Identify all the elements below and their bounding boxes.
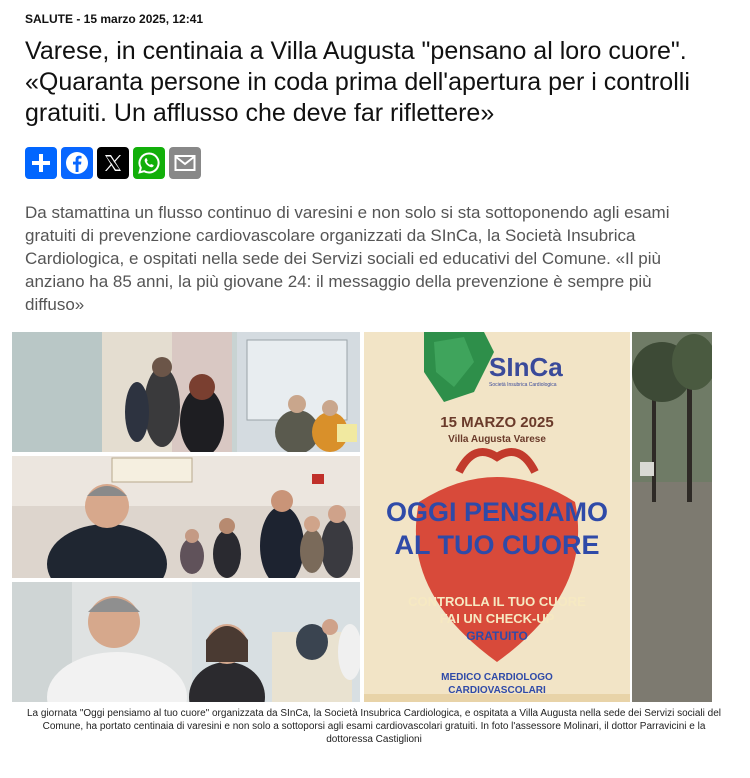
event-poster: [364, 332, 630, 702]
photo-waiting-corridor: [12, 332, 360, 452]
poster-slogan-line-2: AL TUO CUORE: [394, 530, 600, 560]
poster-footer-line-1: MEDICO CARDIOLOGO: [441, 672, 553, 683]
poster-brand: SInCa: [489, 352, 563, 382]
email-icon: [173, 151, 197, 175]
facebook-icon: [65, 151, 89, 175]
poster-slogan-line-1: OGGI PENSIAMO: [385, 497, 609, 527]
whatsapp-icon: [137, 151, 161, 175]
photo-waiting-room: [12, 456, 360, 578]
poster-footer-line-2: CARDIOVASCOLARI: [448, 685, 546, 696]
article-headline: Varese, in centinaia a Villa Augusta "pensano al loro cuore". «Quaranta persone in coda prima dell'apertura per i controlli gratuiti. Un afflusso che deve far riflettere»: [25, 37, 690, 127]
poster-cta-line-3: GRATUITO: [466, 629, 528, 643]
article-photo: [12, 332, 712, 702]
poster-date: 15 MARZO 2025: [440, 414, 554, 431]
photo-garden: [632, 332, 712, 702]
share-facebook-button[interactable]: [61, 147, 93, 179]
poster-cta-line-2: FAI UN CHECK-UP: [439, 611, 555, 626]
x-icon: [103, 153, 123, 173]
share-x-button[interactable]: [97, 147, 129, 179]
plus-icon: [30, 152, 52, 174]
poster-cta-line-1: CONTROLLA IL TUO CUORE: [408, 594, 586, 609]
photo-caption: La giornata "Oggi pensiamo al tuo cuore" organizzata da SInCa, la Società Insubrica Cardiologica, e ospitata a Villa Augusta nella sede dei Servizi sociali del Comune, ha portato centinaia di varesini e non solo a sottoporsi agli esami cardiovascolari gratuiti. In foto l'assessore Molinari, il dottor Parravicini e la dottoressa Castiglioni: [27, 708, 721, 745]
share-email-button[interactable]: [169, 147, 201, 179]
share-bar: [25, 147, 201, 179]
article-lead: Da stamattina un flusso continuo di varesini e non solo si sta sottoponendo agli esami gratuiti di prevenzione cardiovascolare organizzati da SInCa, la Società Insubrica Cardiologica, e ospitati nella sede dei Servizi sociali ed educativi del Comune. «Il più anziano ha 85 anni, la più giovane 24: il messaggio della prevenzione è sempre più diffuso»: [25, 203, 670, 314]
article-meta: SALUTE - 15 marzo 2025, 12:41: [25, 12, 204, 26]
poster-venue: Villa Augusta Varese: [448, 434, 546, 445]
poster-brand-sub: Società Insubrica Cardiologica: [489, 382, 557, 388]
share-whatsapp-button[interactable]: [133, 147, 165, 179]
photo-doctors: [12, 582, 360, 702]
share-add-button[interactable]: [25, 147, 57, 179]
